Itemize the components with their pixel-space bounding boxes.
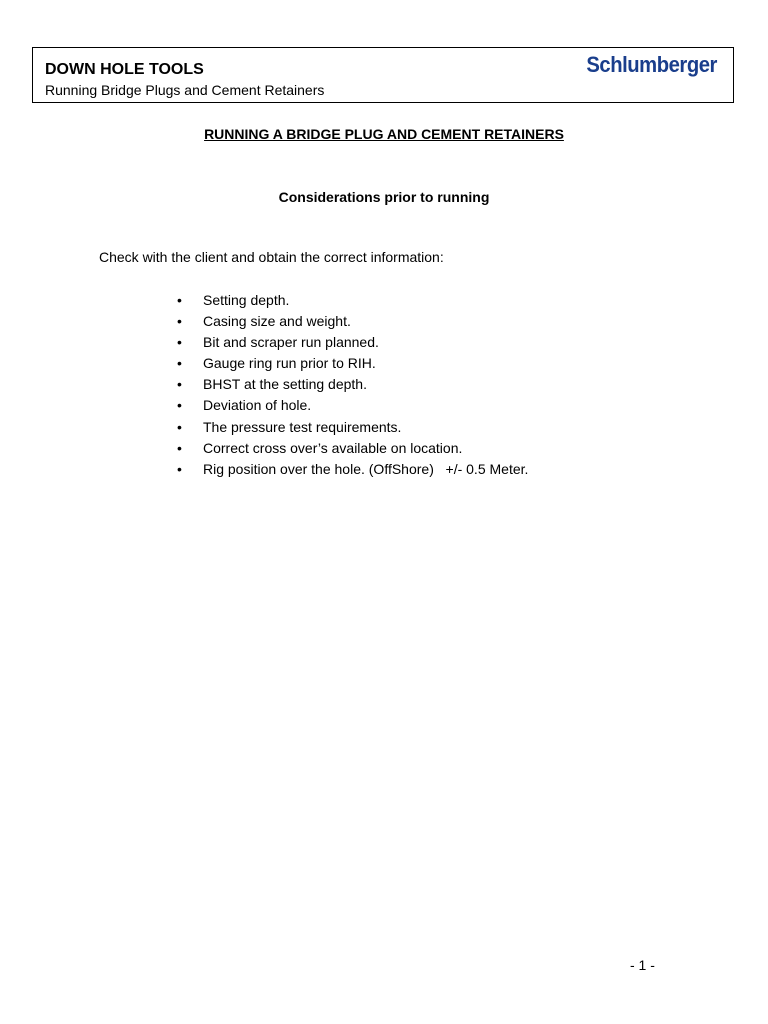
- bullet-icon: •: [177, 376, 182, 393]
- list-item-text: Deviation of hole.: [203, 397, 312, 414]
- list-item: [175, 353, 528, 374]
- header-subtitle: Running Bridge Plugs and Cement Retainers: [45, 82, 325, 98]
- list-item: [175, 395, 528, 416]
- bullet-icon: •: [177, 418, 182, 435]
- list-item: [175, 374, 528, 395]
- list-item: [175, 459, 528, 480]
- bullet-icon: •: [177, 334, 182, 351]
- list-item: [175, 417, 528, 438]
- list-item-text: Bit and scraper run planned.: [203, 334, 379, 351]
- bullet-icon: •: [177, 397, 182, 414]
- document-title: RUNNING A BRIDGE PLUG AND CEMENT RETAINERS: [204, 126, 564, 142]
- intro-text: Check with the client and obtain the correct information:: [99, 249, 444, 265]
- list-item-text: Rig position over the hole. (OffShore) +/- 0.5 Meter.: [203, 460, 529, 477]
- bullet-icon: •: [177, 292, 182, 308]
- list-item: [175, 438, 528, 459]
- header-title: DOWN HOLE TOOLS: [45, 61, 204, 78]
- checklist: [175, 290, 528, 480]
- page-number: - 1 -: [630, 957, 655, 973]
- list-item-text: The pressure test requirements.: [203, 418, 402, 435]
- list-item: [175, 332, 528, 353]
- list-item: [175, 311, 528, 332]
- bullet-icon: •: [177, 313, 182, 330]
- list-item-text: Casing size and weight.: [203, 313, 351, 330]
- section-heading: Considerations prior to running: [278, 189, 490, 205]
- schlumberger-logo: Schlumberger: [586, 52, 717, 77]
- list-item-text: Setting depth.: [203, 292, 290, 308]
- list-item: [175, 290, 528, 311]
- bullet-icon: •: [177, 460, 182, 477]
- page-header: [32, 47, 734, 103]
- bullet-icon: •: [177, 439, 182, 456]
- list-item-text: Gauge ring run prior to RIH.: [203, 355, 376, 372]
- list-item-text: BHST at the setting depth.: [203, 376, 367, 393]
- bullet-icon: •: [177, 355, 182, 372]
- list-item-text: Correct cross over’s available on location.: [203, 439, 463, 456]
